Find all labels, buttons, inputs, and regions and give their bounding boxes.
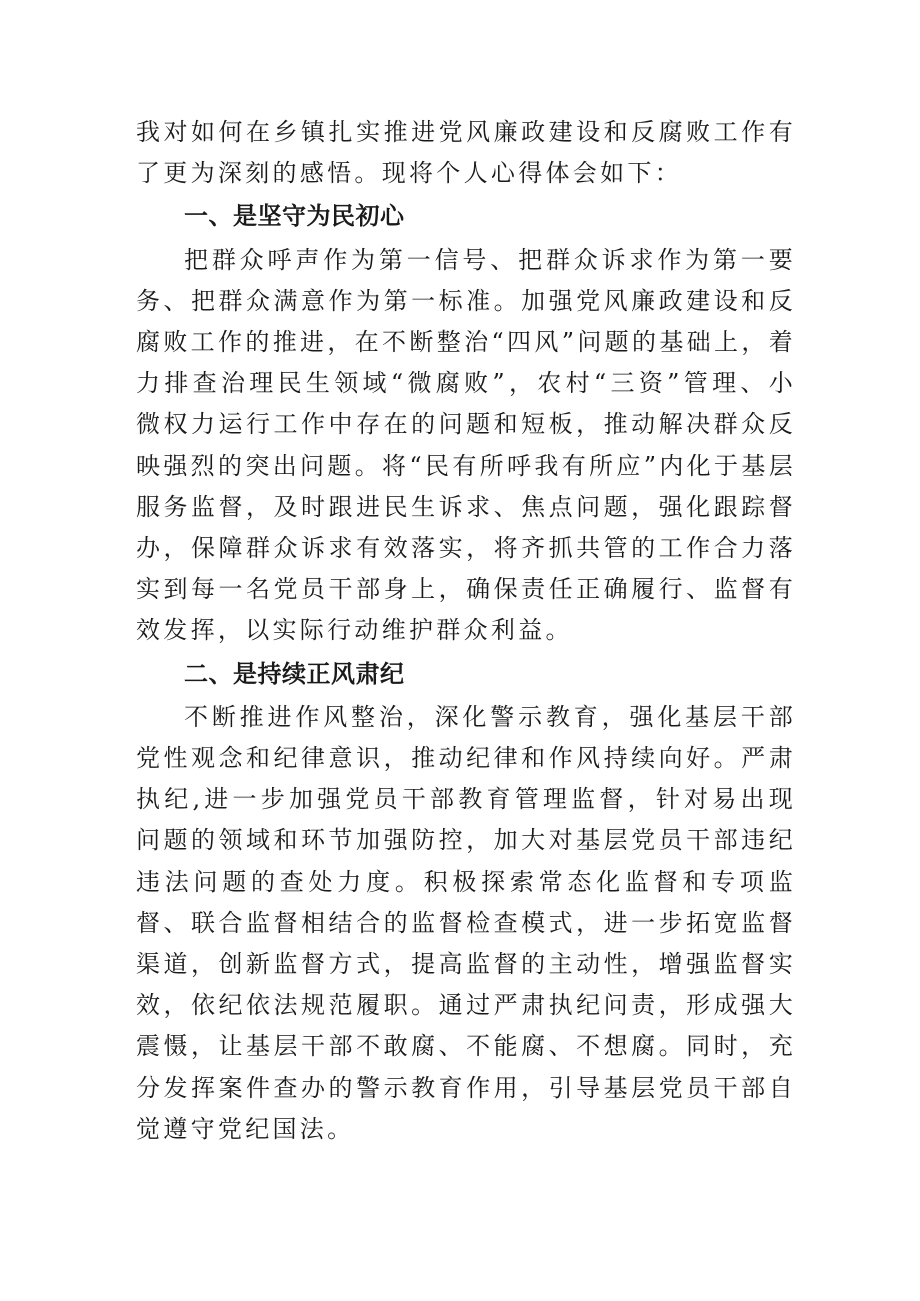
- section-heading-1: 一、是坚守为民初心: [184, 202, 405, 231]
- section-heading-2: 二、是持续正风肃纪: [184, 659, 405, 688]
- section-2-paragraph: 不断推进作风整治，深化警示教育，强化基层干部党性观念和纪律意识，推动纪律和作风持续向好。严肃执纪,进一步加强党员干部教育管理监督，针对易出现问题的领域和环节加强防控，加大对基层党员干部违纪违法问题的查处力度。积极探索常态化监督和专项监督、联合监督相结合的监督检查模式，进一步拓宽监督渠道，创新监督方式，提高监督的主动性，增强监督实效，依纪依法规范履职。通过严肃执纪问责，形成强大震慑，让基层干部不敢腐、不能腐、不想腐。同时，充分发挥案件查办的警示教育作用，引导基层党员干部自觉遵守党纪国法。: [136, 702, 796, 1143]
- intro-paragraph: 我对如何在乡镇扎实推进党风廉政建设和反腐败工作有了更为深刻的感悟。现将个人心得体会如下：: [136, 118, 796, 188]
- document-body: [136, 112, 796, 1150]
- section-1-paragraph: 把群众呼声作为第一信号、把群众诉求作为第一要务、把群众满意作为第一标准。加强党风廉政建设和反腐败工作的推进，在不断整治“四风”问题的基础上，着力排查治理民生领域“微腐败”，农村“三资”管理、小微权力运行工作中存在的问题和短板，推动解决群众反映强烈的突出问题。将“民有所呼我有所应”内化于基层服务监督，及时跟进民生诉求、焦点问题，强化跟踪督办，保障群众诉求有效落实，将齐抓共管的工作合力落实到每一名党员干部身上，确保责任正确履行、监督有效发挥，以实际行动维护群众利益。: [136, 245, 796, 645]
